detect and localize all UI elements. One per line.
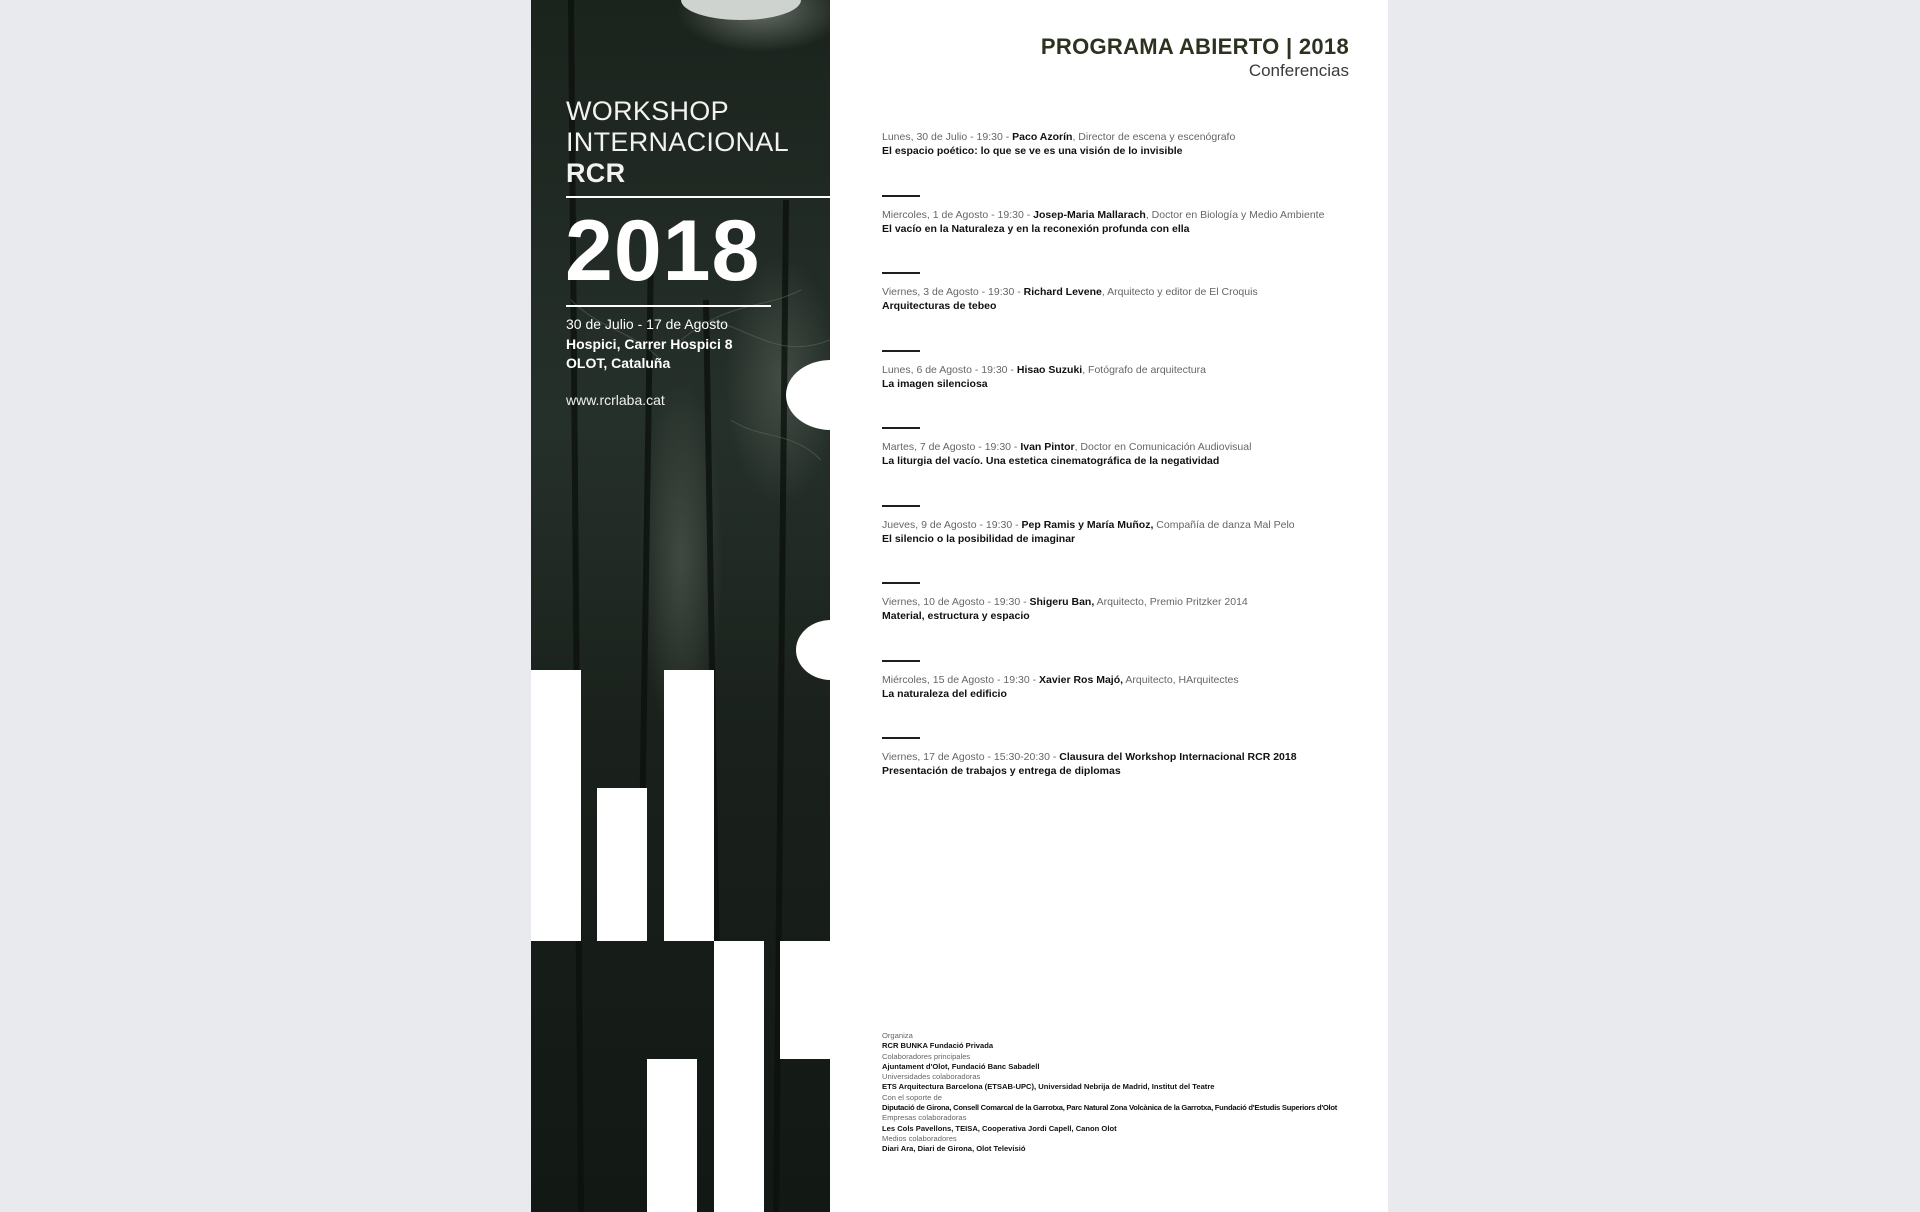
event-talk: El silencio o la posibilidad de imaginar — [882, 532, 1076, 545]
workshop-title-line: RCR — [566, 158, 626, 188]
event-item — [882, 363, 1352, 441]
event-speaker: Ivan Pintor — [1020, 441, 1075, 453]
event-role: Arquitecto, HArquitectes — [1123, 673, 1239, 686]
event-dates: 30 de Julio - 17 de Agosto — [566, 316, 728, 332]
event-role: , Fotógrafo de arquitectura — [1082, 363, 1206, 376]
event-item — [882, 595, 1352, 673]
event-when: Miércoles, 15 de Agosto - 19:30 - — [882, 673, 1040, 686]
event-when: Viernes, 10 de Agosto - 19:30 - — [882, 596, 1030, 608]
credit-label: Con el soporte de — [882, 1092, 942, 1102]
event-when: Lunes, 6 de Agosto - 19:30 - — [882, 363, 1017, 376]
event-speaker: Paco Azorín — [1012, 131, 1073, 143]
event-speaker: Shigeru Ban, — [1029, 596, 1095, 608]
event-item — [882, 518, 1352, 596]
event-when: Martes, 7 de Agosto - 19:30 - — [882, 441, 1021, 453]
event-item — [882, 750, 1352, 828]
credit-label: Medios colaboradores — [882, 1133, 957, 1143]
credit-value: ETS Arquitectura Barcelona (ETSAB-UPC), Universidad Nebrija de Madrid, Institut del Teatre — [882, 1082, 1215, 1092]
workshop-title-line: WORKSHOP — [566, 96, 729, 126]
event-info — [566, 315, 733, 374]
event-year: 2018 — [565, 203, 761, 299]
event-venue: Hospici, Carrer Hospici 8 — [566, 335, 733, 352]
event-talk: El espacio poético: lo que se ve es una visión de lo invisible — [882, 145, 1183, 157]
event-separator — [882, 272, 920, 274]
poster — [531, 0, 1388, 1212]
event-when: Miercoles, 1 de Agosto - 19:30 - — [882, 208, 1034, 221]
credit-value: Ajuntament d'Olot, Fundació Banc Sabadell — [882, 1061, 1040, 1071]
credit-value: RCR BUNKA Fundació Privada — [882, 1041, 994, 1051]
credit-label: Colaboradores principales — [882, 1051, 971, 1061]
decorative-bar — [597, 788, 647, 941]
event-talk: La naturaleza del edificio — [882, 687, 1007, 700]
event-item — [882, 285, 1352, 363]
event-role: , Doctor en Comunicación Audiovisual — [1074, 441, 1252, 453]
event-when: Viernes, 3 de Agosto - 19:30 - — [882, 286, 1024, 298]
event-speaker: Hisao Suzuki — [1016, 363, 1083, 376]
divider — [566, 305, 771, 307]
event-speaker: Xavier Ros Majó, — [1039, 673, 1124, 686]
decorative-bar — [531, 670, 581, 941]
event-role: , Doctor en Biología y Medio Ambiente — [1145, 208, 1325, 221]
event-item — [882, 440, 1352, 518]
event-talk: Presentación de trabajos y entrega de diplomas — [882, 765, 1121, 777]
event-role: Compañía de danza Mal Pelo — [1153, 518, 1295, 531]
event-when: Viernes, 17 de Agosto - 15:30-20:30 - — [882, 751, 1060, 763]
workshop-title-line: INTERNACIONAL — [566, 127, 789, 157]
event-city: OLOT, Cataluña — [566, 355, 671, 371]
event-item — [882, 208, 1352, 286]
event-talk: Material, estructura y espacio — [882, 610, 1030, 622]
event-header — [882, 518, 1352, 532]
event-header — [882, 208, 1352, 222]
event-header — [882, 285, 1352, 299]
event-separator — [882, 660, 920, 662]
event-speaker: Clausura del Workshop Internacional RCR 2018 — [1059, 751, 1297, 763]
event-separator — [882, 505, 920, 507]
event-header — [882, 750, 1352, 764]
credit-label: Universidades colaboradoras — [882, 1072, 981, 1082]
event-talk: La imagen silenciosa — [882, 377, 988, 390]
event-header — [882, 440, 1352, 454]
event-talk: La liturgia del vacío. Una estetica cinematográfica de la negatividad — [882, 455, 1220, 467]
decorative-bar — [647, 1059, 697, 1212]
event-header — [882, 595, 1352, 609]
event-separator — [882, 737, 920, 739]
event-talk: Arquitecturas de tebeo — [882, 300, 997, 312]
event-role: , Director de escena y escenógrafo — [1072, 131, 1236, 143]
event-talk: El vacío en la Naturaleza y en la reconexión profunda con ella — [882, 222, 1190, 235]
event-header — [882, 130, 1352, 144]
decorative-bar — [714, 941, 764, 1212]
event-separator — [882, 582, 920, 584]
event-separator — [882, 350, 920, 352]
event-role: , Arquitecto y editor de El Croquis — [1101, 286, 1258, 298]
event-when: Jueves, 9 de Agosto - 19:30 - — [882, 518, 1022, 531]
divider — [566, 196, 830, 198]
event-item — [882, 673, 1352, 751]
credit-label: Empresas colaboradoras — [882, 1113, 967, 1123]
credits — [882, 1031, 1362, 1155]
event-speaker: Richard Levene — [1023, 286, 1102, 298]
program-subtitle: Conferencias — [1248, 61, 1349, 80]
credit-value: Les Cols Pavellons, TEISA, Cooperativa Jordi Capell, Canon Olot — [882, 1123, 1117, 1133]
event-role: Arquitecto, Premio Pritzker 2014 — [1094, 596, 1248, 608]
event-header — [882, 673, 1352, 687]
credit-value: Diari Ara, Diari de Girona, Olot Televisió — [882, 1144, 1026, 1154]
decorative-bar — [780, 941, 830, 1059]
event-separator — [882, 427, 920, 429]
event-separator — [882, 195, 920, 197]
event-header — [882, 363, 1352, 377]
website-link[interactable]: www.rcrlaba.cat — [566, 392, 665, 408]
decorative-bar — [664, 670, 714, 941]
events-list — [882, 130, 1352, 828]
event-speaker: Pep Ramis y María Muñoz, — [1021, 518, 1154, 531]
credit-value: Diputació de Girona, Consell Comarcal de la Garrotxa, Parc Natural Zona Volcànica de la Garrotxa, Fundació d'Estudis Superiors d'Olot — [882, 1103, 1338, 1113]
event-speaker: Josep-Maria Mallarach — [1033, 208, 1146, 221]
forest-artwork-panel — [531, 0, 830, 1212]
event-item — [882, 130, 1352, 208]
workshop-title — [566, 96, 789, 189]
event-when: Lunes, 30 de Julio - 19:30 - — [882, 131, 1013, 143]
program-title: PROGRAMA ABIERTO | 2018 — [1040, 34, 1349, 59]
credit-label: Organiza — [882, 1031, 913, 1040]
